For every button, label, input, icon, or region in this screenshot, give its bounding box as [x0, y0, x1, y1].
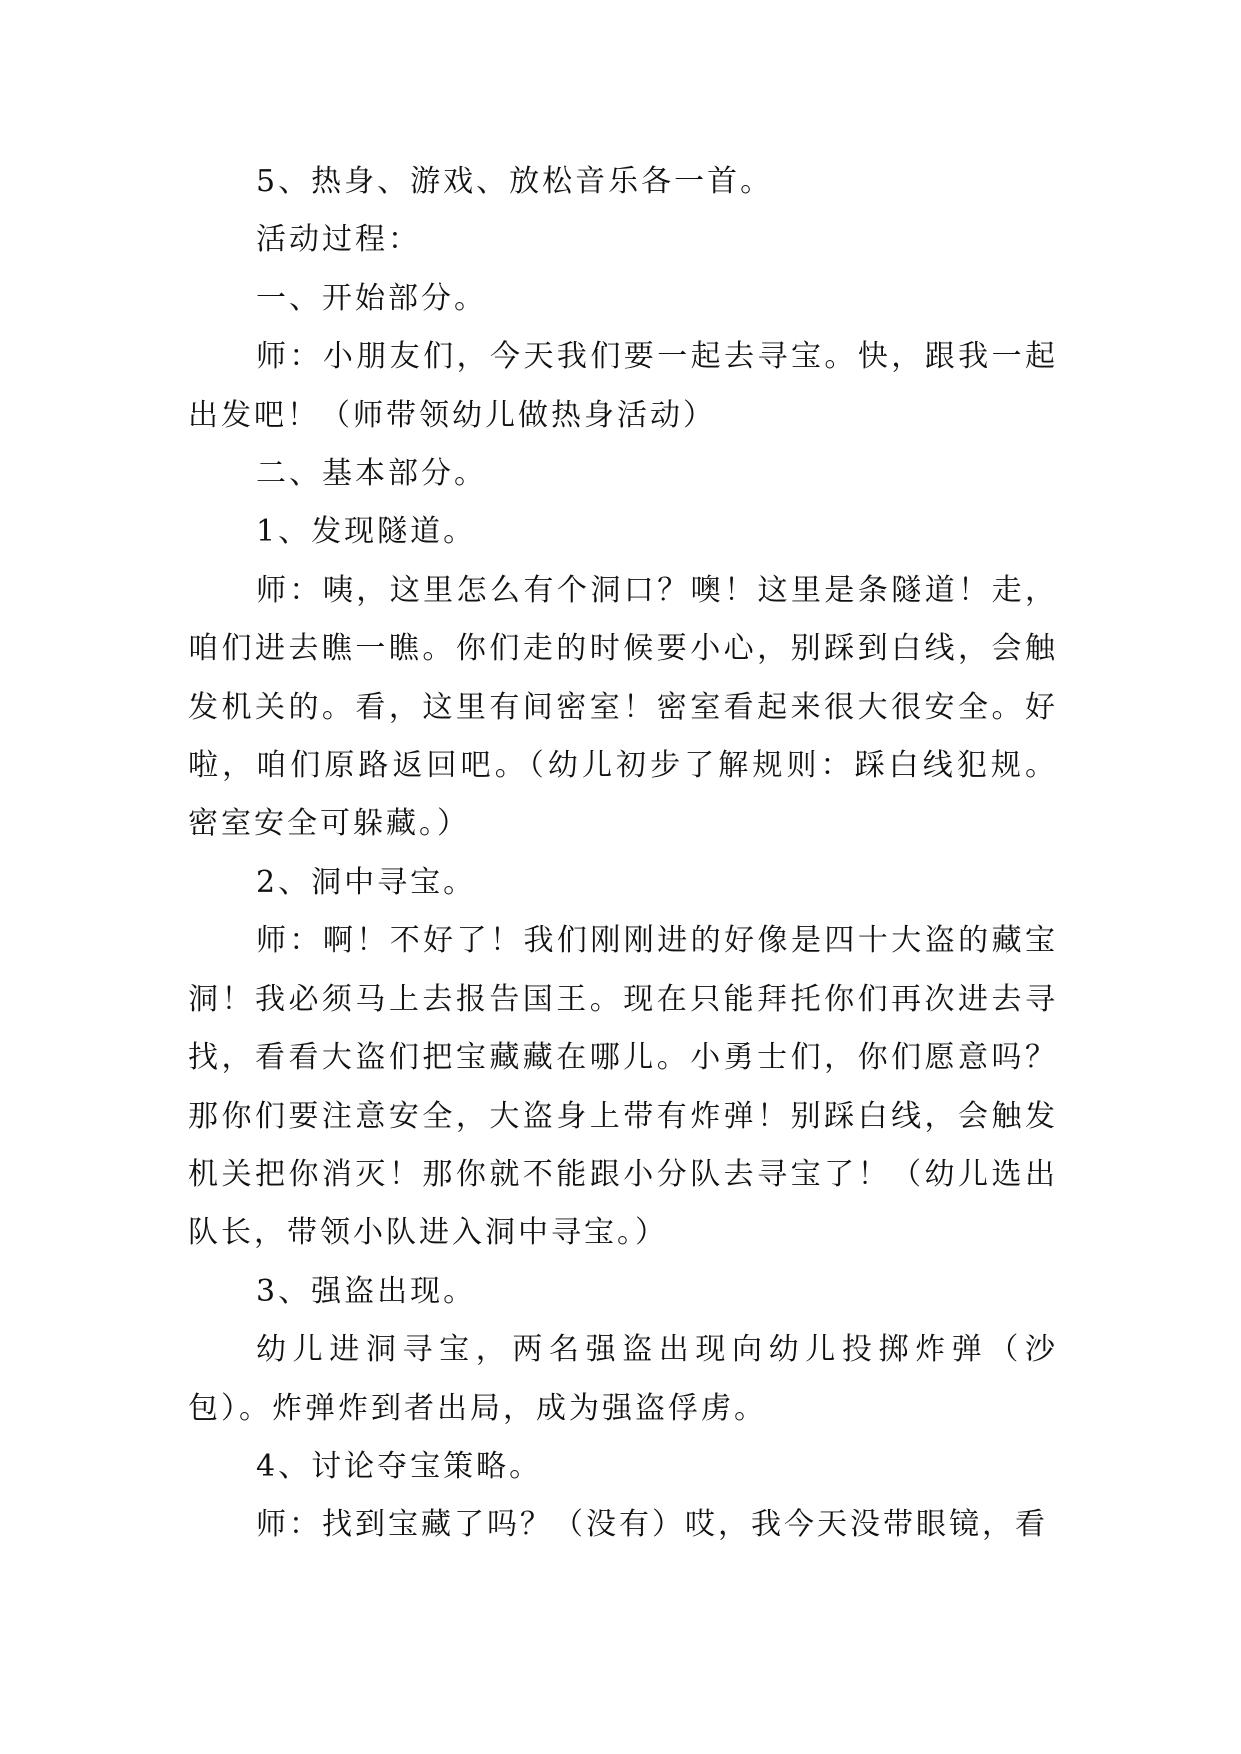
paragraph-music-item: 5、热身、游戏、放松音乐各一首。	[256, 164, 774, 199]
paragraph-step-3-content: 幼儿进洞寻宝，两名强盗出现向幼儿投掷炸弹（沙包）。炸弹炸到者出局，成为强盗俘虏。	[188, 1332, 1058, 1426]
document-body	[188, 153, 1058, 1555]
paragraph-step-4-content: 师：找到宝藏了吗？（没有）哎，我今天没带眼镜，看	[256, 1507, 1048, 1543]
paragraph-section-start: 一、开始部分。	[256, 280, 487, 316]
paragraph-step-3-heading: 3、强盗出现。	[256, 1273, 477, 1309]
paragraph-step-1-content: 师：咦，这里怎么有个洞口？噢！这里是条隧道！走，咱们进去瞧一瞧。你们走的时候要小心，别踩到白线，会触发机关的。看，这里有间密室！密室看起来很大很安全。好啦，咱们原路返回吧。（幼儿初步了解规则：踩白线犯规。密室安全可躲藏。）	[188, 572, 1058, 842]
paragraph-step-2-content: 师：啊！不好了！我们刚刚进的好像是四十大盗的藏宝洞！我必须马上去报告国王。现在只能拜托你们再次进去寻找，看看大盗们把宝藏藏在哪儿。小勇士们，你们愿意吗？那你们要注意安全，大盗身上带有炸弹！别踩白线，会触发机关把你消灭！那你就不能跟小分队去寻宝了！（幼儿选出队长，带领小队进入洞中寻宝。）	[188, 923, 1058, 1251]
paragraph-step-2-heading: 2、洞中寻宝。	[256, 864, 477, 900]
paragraph-teacher-intro: 师：小朋友们，今天我们要一起去寻宝。快，跟我一起出发吧！（师带领幼儿做热身活动）	[188, 339, 1058, 433]
paragraph-activity-process-heading: 活动过程：	[256, 222, 421, 258]
paragraph-step-4-heading: 4、讨论夺宝策略。	[256, 1448, 543, 1484]
paragraph-step-1-heading: 1、发现隧道。	[256, 514, 477, 550]
paragraph-section-basic: 二、基本部分。	[256, 456, 487, 492]
